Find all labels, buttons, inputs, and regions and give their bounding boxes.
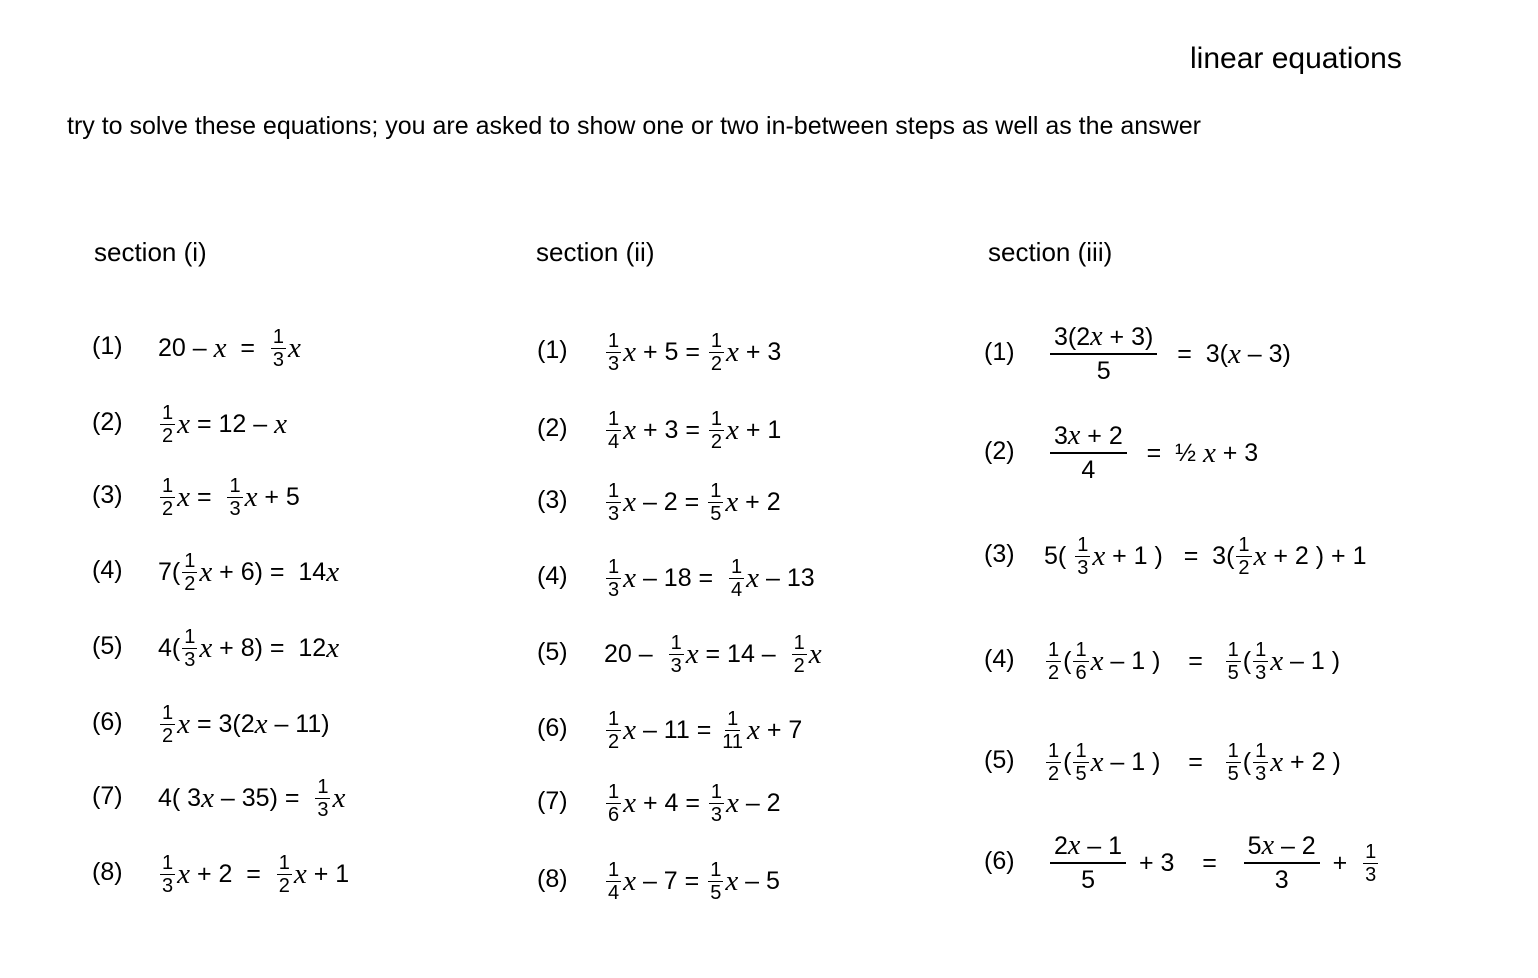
- denominator: 3: [608, 352, 620, 375]
- variable: x: [177, 857, 190, 890]
- denominator: 4: [731, 578, 743, 601]
- equation: [158, 540, 339, 604]
- variable: x: [623, 485, 636, 518]
- denominator: 2: [710, 352, 723, 375]
- fraction: [1073, 639, 1088, 684]
- problem-number: (3): [92, 481, 123, 509]
- problem-number: (7): [537, 787, 568, 815]
- variable: x: [177, 407, 190, 440]
- equation: [604, 771, 781, 835]
- variable: x: [293, 857, 307, 890]
- section-heading-iii: section (iii): [988, 237, 1113, 267]
- fraction: [227, 475, 242, 520]
- denominator: 2: [1048, 661, 1060, 684]
- eq-text: – 35) =: [213, 783, 314, 812]
- variable: x: [725, 485, 739, 518]
- numerator: 1: [1048, 739, 1060, 762]
- variable: x: [177, 480, 190, 513]
- numerator: [1244, 830, 1320, 864]
- problem-number: (4): [537, 562, 568, 590]
- denominator: 2: [710, 430, 723, 453]
- numerator: 1: [272, 325, 284, 348]
- variable: x: [1261, 830, 1275, 861]
- fraction: [669, 632, 684, 677]
- eq-text: =: [190, 482, 226, 511]
- eq-text: 5: [1247, 832, 1262, 860]
- variable: x: [623, 786, 636, 819]
- fraction: [1050, 830, 1126, 896]
- equation: [1044, 322, 1291, 386]
- numerator: 1: [710, 329, 723, 352]
- eq-text: – 2: [1274, 832, 1316, 860]
- fraction: [1226, 639, 1241, 684]
- denominator: [1275, 864, 1289, 896]
- eq-text: 5(: [1044, 541, 1074, 570]
- numerator: 1: [162, 851, 174, 874]
- numerator: 1: [608, 407, 620, 430]
- numerator: [1050, 420, 1127, 454]
- denominator: 3: [1365, 863, 1377, 886]
- denominator: 2: [1048, 762, 1060, 785]
- eq-text: + 5 =: [636, 337, 707, 366]
- numerator: 1: [162, 701, 174, 724]
- variable: x: [623, 561, 636, 594]
- equation: [158, 692, 330, 756]
- numerator: 1: [731, 555, 743, 578]
- eq-text: + 1: [306, 859, 350, 888]
- numerator: 1: [162, 474, 174, 497]
- numerator: 1: [670, 631, 682, 654]
- equation: [604, 546, 815, 610]
- equation: [1044, 421, 1258, 485]
- fraction: [1073, 740, 1088, 785]
- denominator: 3: [162, 874, 174, 897]
- problem-number: (1): [92, 332, 123, 360]
- variable: x: [808, 637, 822, 670]
- variable: x: [274, 407, 287, 440]
- eq-text: + 4 =: [636, 788, 707, 817]
- numerator: 1: [1255, 739, 1267, 762]
- denominator: 2: [793, 654, 805, 677]
- eq-text: 3: [1274, 866, 1289, 894]
- numerator: 1: [1227, 739, 1239, 762]
- denominator: 2: [1238, 556, 1250, 579]
- variable: x: [1270, 745, 1284, 778]
- variable: x: [199, 631, 213, 664]
- problem-number: (4): [92, 556, 123, 584]
- fraction: [182, 626, 197, 671]
- eq-text: – 2 =: [636, 487, 707, 516]
- denominator: [1081, 864, 1095, 896]
- numerator: 1: [1048, 638, 1060, 661]
- denominator: 3: [272, 348, 284, 371]
- eq-text: 3(2: [1054, 323, 1091, 351]
- fraction: [720, 708, 745, 753]
- denominator: 3: [317, 798, 329, 821]
- denominator: 2: [184, 572, 196, 595]
- equation: [604, 849, 780, 913]
- problem-number: (2): [92, 408, 123, 436]
- variable: x: [685, 637, 699, 670]
- fraction: [606, 408, 621, 453]
- equation: [604, 470, 781, 534]
- problem-number: (5): [537, 638, 568, 666]
- fraction: [315, 776, 330, 821]
- variable: x: [1067, 420, 1081, 451]
- problem-number: (3): [984, 540, 1015, 568]
- denominator: 4: [608, 881, 620, 904]
- numerator: 1: [184, 625, 196, 648]
- variable: x: [1253, 539, 1267, 572]
- eq-text: (: [1242, 747, 1252, 776]
- variable: x: [1090, 321, 1103, 352]
- denominator: 2: [162, 724, 174, 747]
- fraction: [606, 859, 621, 904]
- denominator: [1081, 454, 1095, 486]
- numerator: 1: [1075, 638, 1087, 661]
- eq-text: + 1 ) = 3(: [1105, 541, 1235, 570]
- problem-number: (1): [537, 336, 568, 364]
- problem-number: (8): [537, 865, 568, 893]
- eq-text: – 7 =: [636, 866, 707, 895]
- eq-text: 3: [1054, 422, 1068, 450]
- equation: [158, 465, 300, 529]
- fraction: [709, 408, 724, 453]
- eq-text: 5: [1096, 357, 1111, 385]
- eq-text: – 5: [738, 866, 780, 895]
- denominator: 3: [670, 654, 682, 677]
- fraction: [606, 708, 621, 753]
- eq-text: + 3 =: [636, 415, 707, 444]
- eq-text: – 2: [738, 788, 781, 817]
- eq-text: 4( 3: [158, 783, 202, 812]
- numerator: 1: [1077, 533, 1089, 556]
- section-heading-ii: section (ii): [536, 237, 655, 267]
- denominator: 2: [162, 497, 174, 520]
- denominator: 5: [710, 502, 722, 525]
- denominator: 5: [1075, 762, 1087, 785]
- equation: [158, 616, 339, 680]
- eq-text: = 12 –: [190, 409, 275, 438]
- fraction: [1050, 420, 1127, 486]
- variable: x: [199, 555, 213, 588]
- fraction: [1046, 740, 1061, 785]
- eq-text: = 3(: [1163, 339, 1228, 368]
- eq-text: – 1 ): [1283, 646, 1341, 675]
- variable: x: [726, 413, 739, 446]
- fraction: [709, 330, 724, 375]
- numerator: 1: [608, 479, 620, 502]
- equation: [1044, 524, 1366, 588]
- variable: x: [201, 781, 214, 814]
- numerator: 1: [1238, 533, 1250, 556]
- eq-text: – 13: [759, 563, 815, 592]
- eq-text: + 5: [257, 482, 300, 511]
- variable: x: [1090, 644, 1104, 677]
- numerator: 1: [229, 474, 241, 497]
- eq-text: – 11): [267, 709, 330, 738]
- equation: [158, 766, 345, 830]
- eq-text: – 1 ) =: [1103, 646, 1224, 675]
- fraction: [1046, 639, 1061, 684]
- fraction: [1253, 639, 1268, 684]
- variable: x: [288, 331, 301, 364]
- eq-text: 4(: [158, 633, 181, 662]
- variable: x: [623, 864, 636, 897]
- variable: x: [1227, 337, 1241, 370]
- eq-text: 4: [1081, 456, 1096, 484]
- fraction: [1075, 534, 1090, 579]
- problem-number: (7): [92, 782, 123, 810]
- eq-text: 20 –: [158, 333, 214, 362]
- problem-number: (2): [984, 437, 1015, 465]
- eq-text: + 3: [1215, 438, 1259, 467]
- fraction: [606, 330, 621, 375]
- denominator: 2: [162, 424, 174, 447]
- numerator: 1: [608, 858, 620, 881]
- denominator: [1097, 355, 1111, 387]
- variable: x: [1270, 644, 1284, 677]
- fraction: [606, 781, 621, 826]
- problem-number: (8): [92, 858, 123, 886]
- problem-number: (5): [92, 632, 123, 660]
- fraction: [792, 632, 807, 677]
- fraction: [182, 550, 197, 595]
- denominator: 3: [229, 497, 241, 520]
- eq-text: = ½: [1132, 438, 1203, 467]
- fraction: [1050, 321, 1157, 387]
- variable: x: [332, 781, 346, 814]
- eq-text: (: [1063, 747, 1072, 776]
- fraction: [1244, 830, 1320, 896]
- numerator: 1: [1365, 840, 1377, 863]
- eq-text: + 7: [759, 715, 803, 744]
- variable: x: [726, 786, 739, 819]
- denominator: 3: [1255, 762, 1267, 785]
- eq-text: 2: [1054, 832, 1068, 860]
- eq-text: 5: [1081, 866, 1095, 894]
- fraction: [729, 556, 744, 601]
- equation: [604, 622, 822, 686]
- numerator: 1: [793, 631, 805, 654]
- eq-text: – 11 =: [636, 715, 719, 744]
- fraction: [160, 402, 175, 447]
- eq-text: (: [1063, 646, 1072, 675]
- fraction: [1236, 534, 1251, 579]
- section-heading-i: section (i): [94, 237, 207, 267]
- eq-text: + 2 ) + 1: [1266, 541, 1367, 570]
- variable: x: [213, 331, 227, 364]
- eq-text: (: [1242, 646, 1252, 675]
- denominator: 6: [608, 803, 620, 826]
- numerator: [1050, 830, 1126, 864]
- denominator: 11: [722, 730, 744, 753]
- numerator: 1: [317, 775, 329, 798]
- eq-text: =: [226, 333, 269, 362]
- variable: x: [326, 555, 340, 588]
- denominator: 3: [608, 578, 620, 601]
- variable: x: [746, 561, 760, 594]
- eq-text: + 2 ): [1283, 747, 1341, 776]
- problem-number: (1): [984, 338, 1015, 366]
- variable: x: [623, 713, 636, 746]
- numerator: [1050, 321, 1157, 355]
- numerator: 1: [710, 780, 723, 803]
- denominator: 5: [1227, 661, 1239, 684]
- eq-text: + 3): [1102, 323, 1154, 351]
- numerator: 1: [608, 707, 620, 730]
- numerator: 1: [1227, 638, 1239, 661]
- eq-text: 7(: [158, 557, 181, 586]
- fraction: [160, 475, 175, 520]
- numerator: 1: [710, 479, 722, 502]
- equation: [1044, 629, 1340, 693]
- problem-number: (3): [537, 486, 568, 514]
- equation: [158, 392, 287, 456]
- numerator: 1: [1075, 739, 1087, 762]
- denominator: 3: [184, 648, 196, 671]
- eq-text: + 3 =: [1132, 848, 1238, 877]
- fraction: [160, 852, 175, 897]
- numerator: 1: [1255, 638, 1267, 661]
- denominator: 2: [608, 730, 620, 753]
- problem-number: (6): [984, 847, 1015, 875]
- equation: [158, 842, 349, 906]
- numerator: 1: [162, 401, 174, 424]
- equation: [1044, 831, 1380, 895]
- variable: x: [254, 707, 268, 740]
- numerator: 1: [608, 780, 620, 803]
- denominator: 5: [1227, 762, 1239, 785]
- fraction: [1253, 740, 1268, 785]
- numerator: 1: [184, 549, 196, 572]
- fraction: [708, 859, 723, 904]
- variable: x: [244, 480, 258, 513]
- eq-text: = 14 –: [698, 639, 790, 668]
- variable: x: [1092, 539, 1106, 572]
- fraction: [271, 326, 286, 371]
- eq-text: + 2 =: [190, 859, 275, 888]
- denominator: 3: [710, 803, 723, 826]
- equation: [604, 320, 781, 384]
- eq-text: +: [1325, 848, 1362, 877]
- variable: x: [725, 864, 739, 897]
- fraction: [1363, 841, 1378, 886]
- fraction: [709, 781, 724, 826]
- fraction: [1226, 740, 1241, 785]
- numerator: 1: [608, 329, 620, 352]
- denominator: 6: [1075, 661, 1087, 684]
- variable: x: [177, 707, 190, 740]
- fraction: [708, 480, 723, 525]
- equation: [604, 698, 802, 762]
- eq-text: + 1: [738, 415, 782, 444]
- denominator: 3: [1077, 556, 1089, 579]
- page-title: linear equations: [1190, 42, 1402, 75]
- eq-text: – 1 ) =: [1103, 747, 1224, 776]
- problem-number: (6): [92, 708, 123, 736]
- eq-text: = 3(2: [190, 709, 255, 738]
- eq-text: – 18 =: [636, 563, 728, 592]
- variable: x: [747, 713, 760, 746]
- eq-text: – 1: [1080, 832, 1123, 860]
- numerator: 1: [710, 858, 722, 881]
- denominator: 5: [710, 881, 722, 904]
- fraction: [606, 480, 621, 525]
- variable: x: [1067, 830, 1081, 861]
- eq-text: + 2: [738, 487, 781, 516]
- variable: x: [623, 335, 636, 368]
- eq-text: + 3: [738, 337, 782, 366]
- equation: [604, 398, 781, 462]
- fraction: [606, 556, 621, 601]
- numerator: 1: [278, 851, 290, 874]
- numerator: 1: [710, 407, 723, 430]
- denominator: 2: [278, 874, 290, 897]
- variable: x: [1090, 745, 1104, 778]
- problem-number: (6): [537, 714, 568, 742]
- problem-number: (2): [537, 414, 568, 442]
- equation: [158, 316, 301, 380]
- problem-number: (5): [984, 746, 1015, 774]
- variable: x: [726, 335, 739, 368]
- eq-text: + 2: [1080, 422, 1123, 450]
- eq-text: + 8) = 12: [212, 633, 327, 662]
- numerator: 1: [608, 555, 620, 578]
- eq-text: + 6) = 14: [212, 557, 327, 586]
- denominator: 3: [608, 502, 620, 525]
- denominator: 3: [1255, 661, 1267, 684]
- numerator: 1: [727, 707, 739, 730]
- eq-text: – 3): [1240, 339, 1291, 368]
- equation: [1044, 730, 1341, 794]
- variable: x: [623, 413, 636, 446]
- instructions: try to solve these equations; you are asked to show one or two in-between steps as well as the answer: [67, 112, 1201, 140]
- denominator: 4: [608, 430, 620, 453]
- fraction: [160, 702, 175, 747]
- variable: x: [1202, 436, 1216, 469]
- variable: x: [326, 631, 340, 664]
- fraction: [277, 852, 292, 897]
- problem-number: (4): [984, 645, 1015, 673]
- eq-text: 20 –: [604, 639, 667, 668]
